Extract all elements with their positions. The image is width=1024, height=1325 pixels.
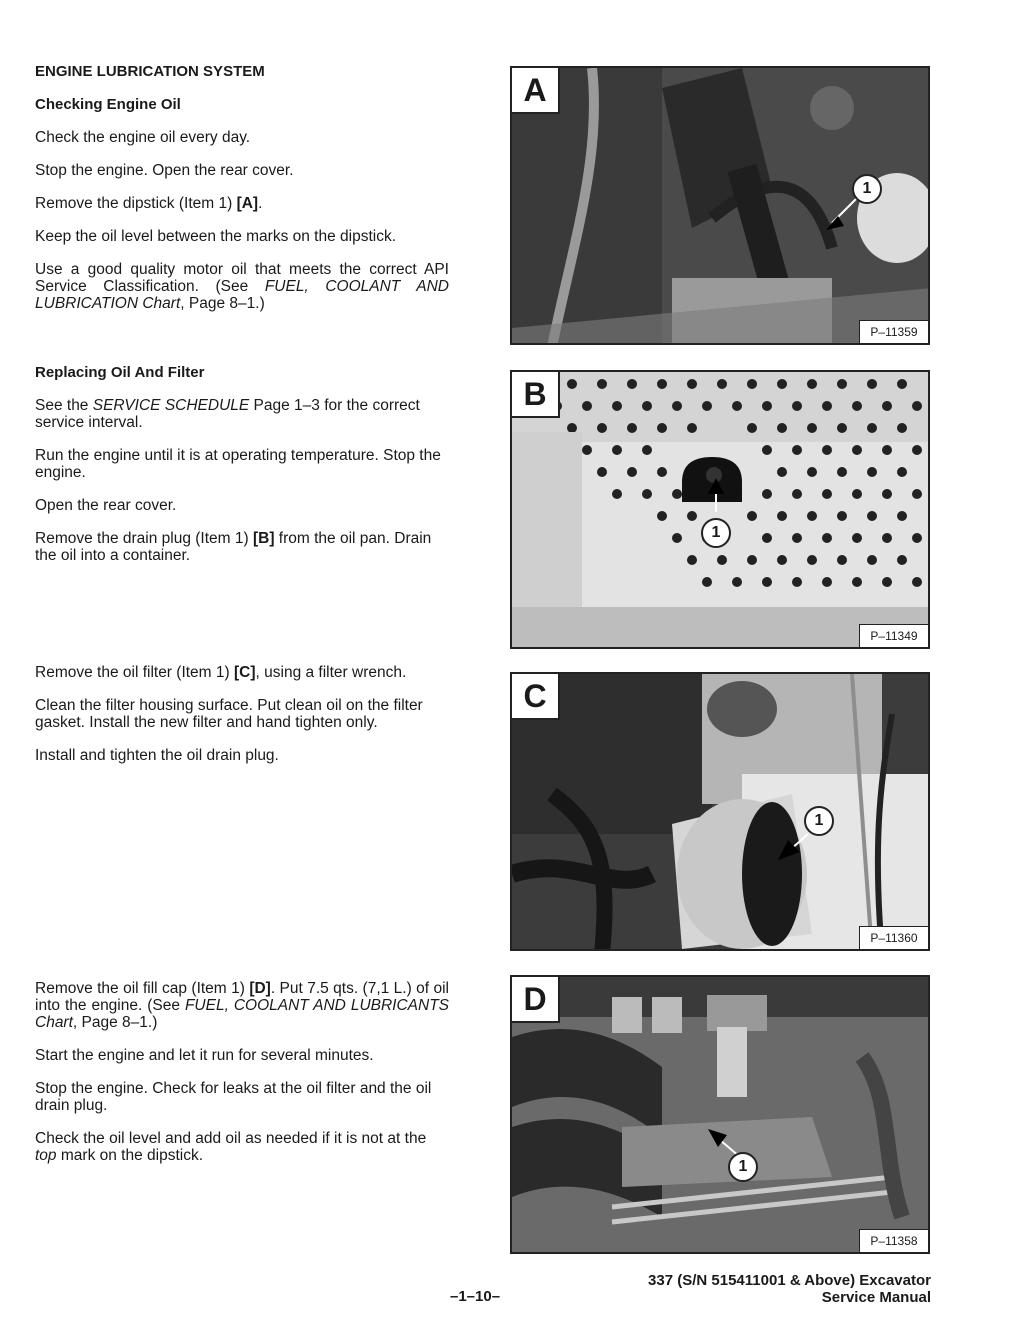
figure-letter: A [512,68,560,114]
paragraph: Remove the oil fill cap (Item 1) [D]. Put 7.5 qts. (7,1 L.) of oil into the engine. (See FUEL, COOLANT AND LUBRICANTS Chart, Page 8–1.) [35,980,450,1031]
figure-letter: D [512,977,560,1023]
paragraph: See the SERVICE SCHEDULE Page 1–3 for the correct service interval. [35,397,420,431]
chart-ref: FUEL, COOLANT AND LUBRICANTS Chart [35,997,450,1031]
model-name: 337 (S/N 515411001 & Above) Excavator [648,1272,931,1289]
item-callout: 1 [728,1152,758,1182]
page-number: –1–10– [450,1288,501,1305]
filter-photo [512,674,930,951]
paragraph: Run the engine until it is at operating temperature. Stop the engine. [35,447,441,481]
paragraph: Clean the filter housing surface. Put clean oil on the filter gasket. Install the new filter and hand tighten only. [35,697,423,731]
figure-ref: [C] [233,664,256,681]
section-oil-filter [35,664,449,780]
section-checking-oil [35,63,449,328]
emphasis: top [35,1147,57,1164]
figure-d-fill-cap-photo [510,975,930,1254]
section-fill-oil [35,980,449,1180]
cover-photo [512,372,930,649]
figure-ref: [A] [236,195,259,212]
figure-ref: [D] [249,980,271,997]
paragraph: Keep the oil level between the marks on the dipstick. [35,228,397,245]
paragraph: Remove the oil filter (Item 1) [C], using a filter wrench. [35,664,407,681]
figure-c-oil-filter-photo [510,672,930,951]
paragraph: Check the oil level and add oil as needed if it is not at the top mark on the dipstick. [35,1130,427,1164]
paragraph: Stop the engine. Check for leaks at the oil filter and the oil drain plug. [35,1080,432,1114]
chart-ref: FUEL, COOLANT AND LUBRICATION Chart [35,278,449,312]
photo-number: P–11358 [859,1229,928,1252]
paragraph: Remove the drain plug (Item 1) [B] from the oil pan. Drain the oil into a container. [35,530,432,564]
figure-a-dipstick-photo [510,66,930,345]
figure-ref: [B] [252,530,275,547]
paragraph: Stop the engine. Open the rear cover. [35,162,294,179]
paragraph: Check the engine oil every day. [35,129,251,146]
figure-letter: C [512,674,560,720]
photo-number: P–11359 [859,320,928,343]
item-callout: 1 [852,174,882,204]
subsection-title: Replacing Oil And Filter [35,364,205,381]
item-callout: 1 [804,806,834,836]
figure-letter: B [512,372,560,418]
item-callout: 1 [701,518,731,548]
paragraph: Open the rear cover. [35,497,177,514]
engine-top-photo [512,977,930,1254]
photo-number: P–11360 [859,926,928,949]
manual-type: Service Manual [821,1289,931,1306]
paragraph: Start the engine and let it run for several minutes. [35,1047,374,1064]
section-title: ENGINE LUBRICATION SYSTEM [35,63,265,80]
section-replacing-oil [35,364,449,580]
engine-photo [512,68,930,345]
subsection-title: Checking Engine Oil [35,96,181,113]
paragraph: Remove the dipstick (Item 1) [A]. [35,195,263,212]
figure-b-drain-plug-photo [510,370,930,649]
photo-number: P–11349 [859,624,928,647]
paragraph: Install and tighten the oil drain plug. [35,747,279,764]
manual-title [648,1272,931,1306]
paragraph: Use a good quality motor oil that meets the correct API Service Classification. (See FUEL, COOLANT AND LUBRICATION Chart, Page 8–1.) [35,261,449,312]
schedule-ref: SERVICE SCHEDULE [92,397,250,414]
